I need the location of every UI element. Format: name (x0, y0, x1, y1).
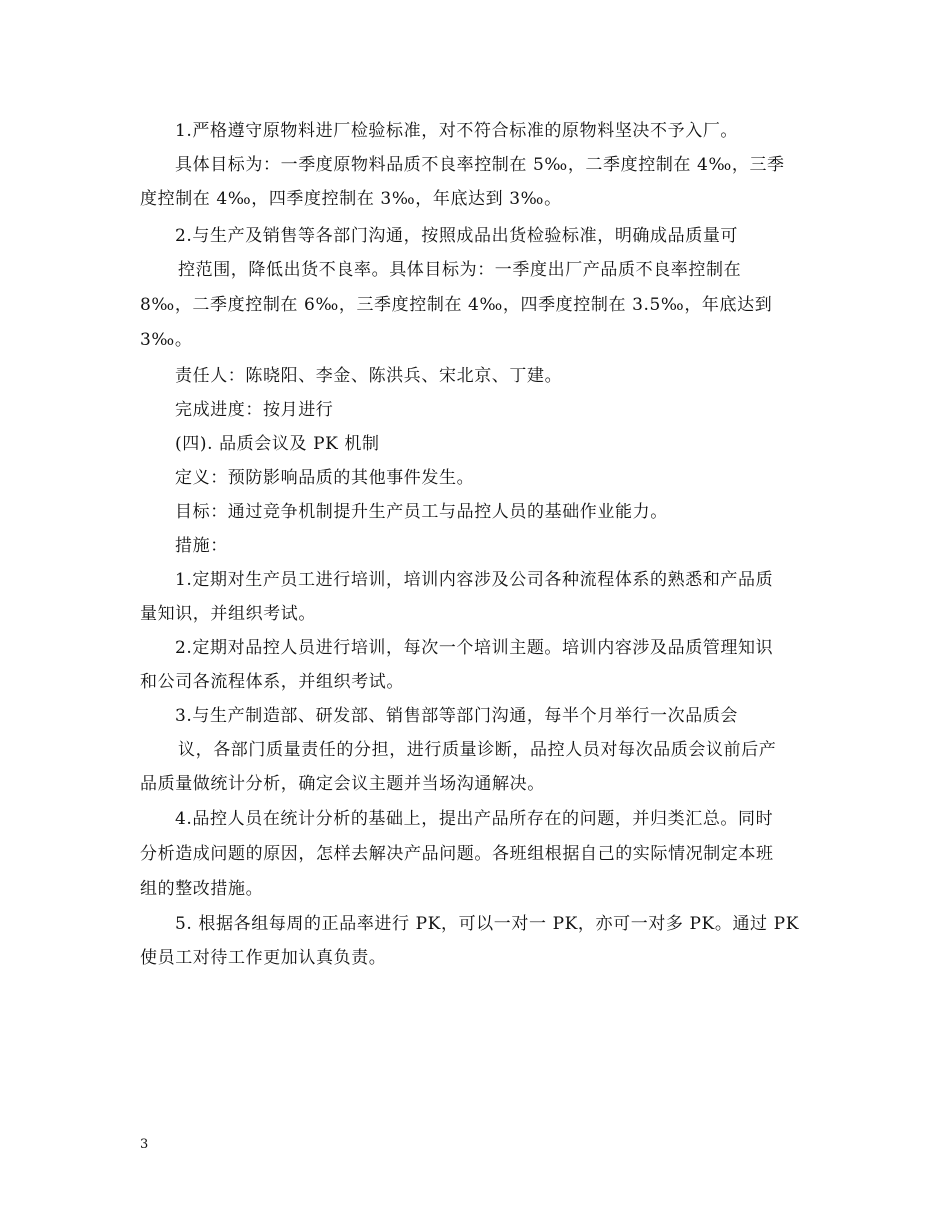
paragraph-line: 使员工对待工作更加认真负责。 (140, 948, 387, 968)
responsible-persons-line: 责任人：陈晓阳、李金、陈洪兵、宋北京、丁建。 (175, 366, 563, 386)
page-number: 3 (140, 1137, 149, 1152)
goal-line: 目标：通过竞争机制提升生产员工与品控人员的基础作业能力。 (175, 502, 668, 522)
progress-line: 完成进度：按月进行 (175, 400, 334, 420)
paragraph-line: 品质量做统计分析，确定会议主题并当场沟通解决。 (140, 774, 545, 794)
paragraph-line: 1.严格遵守原物料进厂检验标准，对不符合标准的原物料坚决不予入厂。 (175, 121, 739, 141)
paragraph-line: 8‰，二季度控制在 6‰，三季度控制在 4‰，四季度控制在 3.5‰，年底达到 (140, 295, 773, 315)
paragraph-line: 5. 根据各组每周的正品率进行 PK，可以一对一 PK，亦可一对多 PK。通过 PK (175, 914, 799, 934)
paragraph-line: 分析造成问题的原因，怎样去解决产品问题。各班组根据自己的实际情况制定本班 (140, 844, 774, 864)
section-heading: (四). 品质会议及 PK 机制 (175, 434, 380, 454)
paragraph-line: 组的整改措施。 (140, 879, 264, 899)
paragraph-line: 3‰。 (140, 330, 193, 350)
paragraph-line: 控范围，降低出货不良率。具体目标为：一季度出厂产品质不良率控制在 (178, 260, 742, 280)
paragraph-line: 1.定期对生产员工进行培训，培训内容涉及公司各种流程体系的熟悉和产品质 (175, 570, 774, 590)
paragraph-line: 量知识，并组织考试。 (140, 604, 316, 624)
definition-line: 定义：预防影响品质的其他事件发生。 (175, 468, 475, 488)
paragraph-line: 3.与生产制造部、研发部、销售部等部门沟通，每半个月举行一次品质会 (175, 706, 739, 726)
paragraph-line: 2.与生产及销售等各部门沟通，按照成品出货检验标准，明确成品质量可 (175, 226, 739, 246)
paragraph-line: 具体目标为：一季度原物料品质不良率控制在 5‰，二季度控制在 4‰，三季 (175, 155, 785, 175)
paragraph-line: 4.品控人员在统计分析的基础上，提出产品所存在的问题，并归类汇总。同时 (175, 809, 774, 829)
paragraph-line: 度控制在 4‰，四季度控制在 3‰，年底达到 3‰。 (140, 189, 562, 209)
paragraph-line: 2.定期对品控人员进行培训，每次一个培训主题。培训内容涉及品质管理知识 (175, 638, 774, 658)
measures-label: 措施： (175, 536, 228, 556)
paragraph-line: 和公司各流程体系，并组织考试。 (140, 672, 404, 692)
paragraph-line: 议，各部门质量责任的分担，进行质量诊断，品控人员对每次品质会议前后产 (178, 740, 777, 760)
